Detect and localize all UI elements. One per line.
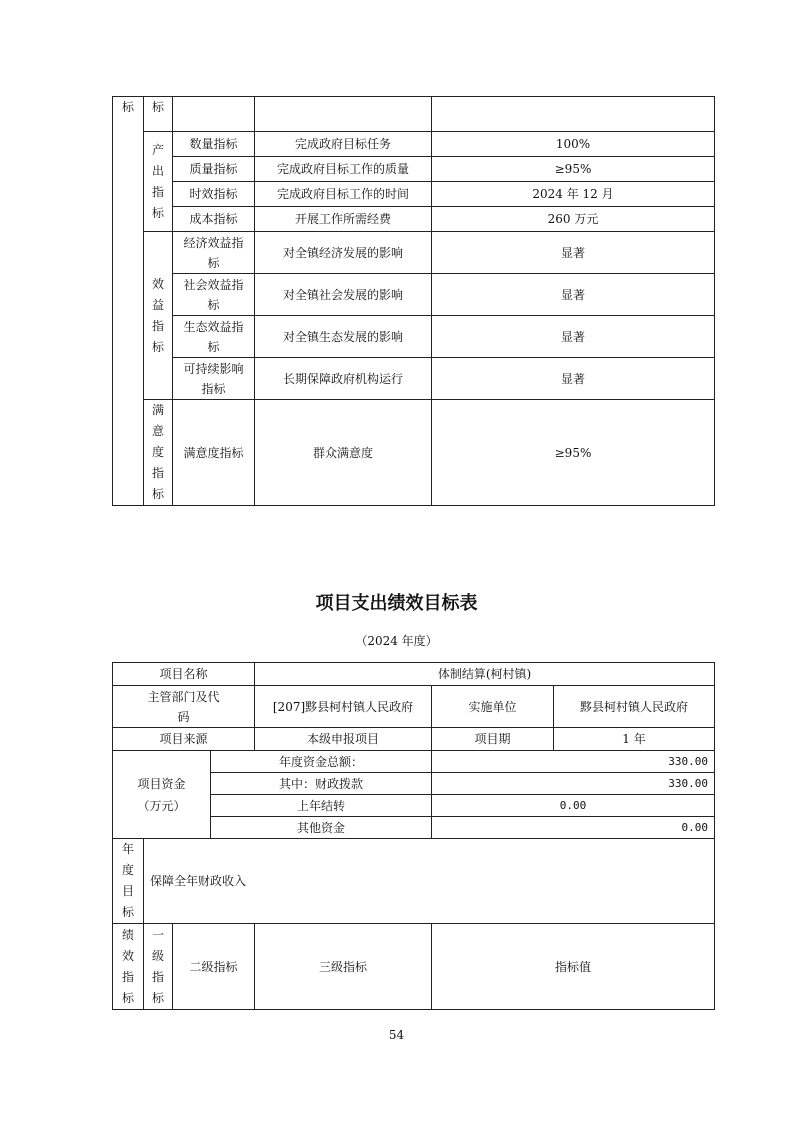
level3-cell: 完成政府目标任务 xyxy=(255,132,432,157)
level3-cell: 完成政府目标工作的时间 xyxy=(255,182,432,207)
page-number: 54 xyxy=(388,1028,405,1042)
level3-cell: 长期保障政府机构运行 xyxy=(255,358,432,400)
year-subtitle: （2024 年度） xyxy=(355,634,438,648)
level2-cell: 满意度指标 xyxy=(173,400,255,506)
performance-indicator-table-continued xyxy=(112,96,715,506)
level2-header: 二级指标 xyxy=(173,924,255,1010)
benefit-indicator-group: 效 益 指 标 xyxy=(144,232,173,400)
value-cell: 2024 年 12 月 xyxy=(432,182,715,207)
level3-cell: 完成政府目标工作的质量 xyxy=(255,157,432,182)
annual-goal-label: 年 度 目 标 xyxy=(113,839,144,924)
funds-fiscal-label: 其中：财政拨款 xyxy=(211,773,432,795)
impl-label: 实施单位 xyxy=(432,686,554,728)
value-cell: 260 万元 xyxy=(432,207,715,232)
perf-label-cell: 标 xyxy=(113,97,144,506)
output-indicator-group: 产 出 指 标 xyxy=(144,132,173,232)
level3-cell: 对全镇生态发展的影响 xyxy=(255,316,432,358)
funds-total-label: 年度资金总额： xyxy=(211,751,432,773)
page-title: 项目支出绩效目标表 xyxy=(315,593,478,614)
dept-label: 主管部门及代 码 xyxy=(113,686,255,728)
funds-carryover-label: 上年结转 xyxy=(211,795,432,817)
level1-label-cell: 标 xyxy=(144,97,173,132)
annual-goal-value: 保障全年财政收入 xyxy=(144,839,715,924)
project-name-label: 项目名称 xyxy=(113,663,255,686)
value-cell: ≥95% xyxy=(432,400,715,506)
funds-other-value: 0.00 xyxy=(432,817,715,839)
period-value: 1 年 xyxy=(554,728,715,751)
level3-header: 三级指标 xyxy=(255,924,432,1010)
level2-cell: 经济效益指 标 xyxy=(173,232,255,274)
level3-cell: 群众满意度 xyxy=(255,400,432,506)
empty-cell xyxy=(173,97,255,132)
level2-cell: 可持续影响 指标 xyxy=(173,358,255,400)
funds-fiscal-value: 330.00 xyxy=(432,773,715,795)
value-cell: 100% xyxy=(432,132,715,157)
value-header: 指标值 xyxy=(432,924,715,1010)
funds-total-value: 330.00 xyxy=(432,751,715,773)
funds-label: 项目资金 （万元） xyxy=(113,751,211,839)
empty-cell xyxy=(255,97,432,132)
level3-cell: 对全镇社会发展的影响 xyxy=(255,274,432,316)
dept-value: [207]黟县柯村镇人民政府 xyxy=(255,686,432,728)
level2-cell: 生态效益指 标 xyxy=(173,316,255,358)
empty-cell xyxy=(432,97,715,132)
level3-cell: 对全镇经济发展的影响 xyxy=(255,232,432,274)
value-cell: ≥95% xyxy=(432,157,715,182)
level2-cell: 数量指标 xyxy=(173,132,255,157)
funds-other-label: 其他资金 xyxy=(211,817,432,839)
value-cell: 显著 xyxy=(432,232,715,274)
source-value: 本级申报项目 xyxy=(255,728,432,751)
period-label: 项目期 xyxy=(432,728,554,751)
satisfaction-indicator-group: 满 意 度 指 标 xyxy=(144,400,173,506)
source-label: 项目来源 xyxy=(113,728,255,751)
level2-cell: 社会效益指 标 xyxy=(173,274,255,316)
level2-cell: 成本指标 xyxy=(173,207,255,232)
value-cell: 显著 xyxy=(432,274,715,316)
value-cell: 显著 xyxy=(432,316,715,358)
funds-carryover-value: 0.00 xyxy=(432,795,715,817)
impl-value: 黟县柯村镇人民政府 xyxy=(554,686,715,728)
level3-cell: 开展工作所需经费 xyxy=(255,207,432,232)
value-cell: 显著 xyxy=(432,358,715,400)
project-name-value: 体制结算(柯村镇) xyxy=(255,663,715,686)
level2-cell: 质量指标 xyxy=(173,157,255,182)
project-performance-table xyxy=(112,662,715,1010)
level1-header: 一 级 指 标 xyxy=(144,924,173,1010)
level2-cell: 时效指标 xyxy=(173,182,255,207)
perf-label: 绩 效 指 标 xyxy=(113,924,144,1010)
